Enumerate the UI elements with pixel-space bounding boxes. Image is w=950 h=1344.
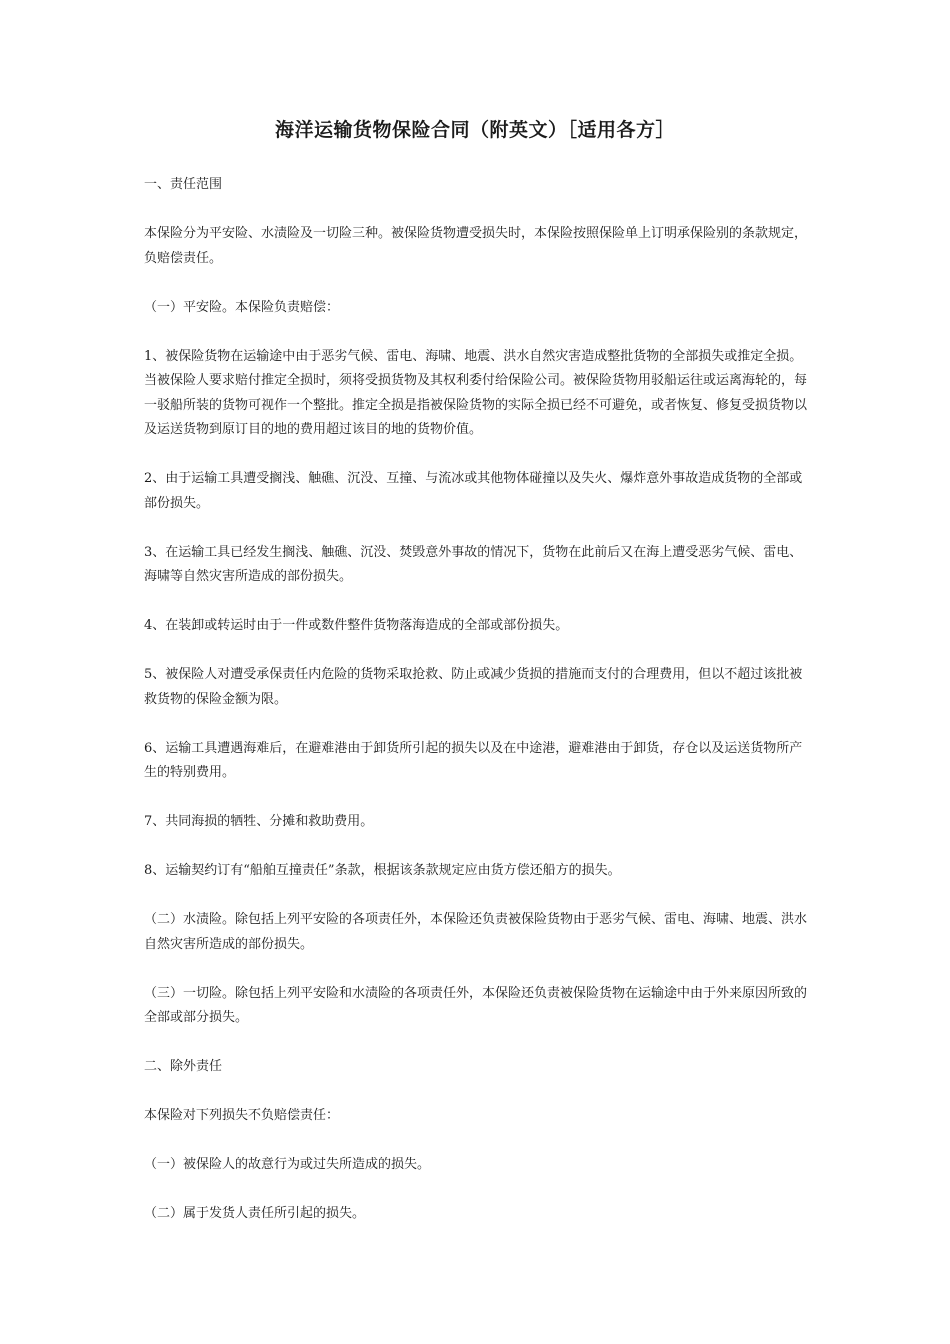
clause-item: 4、在装卸或转运时由于一件或数件整件货物落海造成的全部或部份损失。 [144,618,569,633]
section-heading-exclusions: 二、除外责任 [144,1059,223,1074]
document-title: 海洋运输货物保险合同（附英文）［适用各方］ [274,119,675,141]
subsection-all-risks: （三）一切险。除包括上列平安险和水渍险的各项责任外，本保险还负责被保险货物在运输途中由于外来原因所致的全部或部分损失。 [144,985,808,1025]
subsection-with-average: （二）水渍险。除包括上列平安险的各项责任外，本保险还负责被保险货物由于恶劣气候、雷电、海啸、地震、洪水自然灾害所造成的部份损失。 [144,912,808,952]
clause-item: 8、运输契约订有“船舶互撞责任”条款，根据该条款规定应由货方偿还船方的损失。 [144,863,621,878]
clause-item: 5、被保险人对遭受承保责任内危险的货物采取抢救、防止或减少货损的措施而支付的合理费用，但以不超过该批被救货物的保险金额为限。 [144,667,803,707]
section-heading-liability-scope: 一、责任范围 [144,177,223,192]
clause-item: 2、由于运输工具遭受搁浅、触礁、沉没、互撞、与流冰或其他物体碰撞以及失火、爆炸意外事故造成货物的全部或部份损失。 [144,471,803,511]
clause-item: 3、在运输工具已经发生搁浅、触礁、沉没、焚毁意外事故的情况下，货物在此前后又在海上遭受恶劣气候、雷电、海啸等自然灾害所造成的部份损失。 [144,544,803,584]
clause-item: 1、被保险货物在运输途中由于恶劣气候、雷电、海啸、地震、洪水自然灾害造成整批货物的全部损失或推定全损。当被保险人要求赔付推定全损时，须将受损货物及其权利委付给保险公司。被保险货物用驳船运往或运离海轮的，每一驳船所装的货物可视作一个整批。推定全损是指被保险货物的实际全损已经不可避免，或者恢复、修复受损货物以及运送货物到原订目的地的费用超过该目的地的货物价值。 [144,348,808,437]
subsection-heading-fpa: （一）平安险。本保险负责赔偿： [144,299,340,315]
paragraph: 本保险分为平安险、水渍险及一切险三种。被保险货物遭受损失时，本保险按照保险单上订明承保险别的条款规定，负赔偿责任。 [144,226,808,266]
exclusion-item: （一）被保险人的故意行为或过失所造成的损失。 [144,1157,431,1172]
clause-item: 7、共同海损的牺牲、分摊和救助费用。 [144,814,374,829]
exclusion-item: （二）属于发货人责任所引起的损失。 [144,1206,366,1221]
paragraph: 本保险对下列损失不负赔偿责任： [144,1108,340,1123]
document-body [144,173,812,1251]
clause-item: 6、运输工具遭遇海难后，在避难港由于卸货所引起的损失以及在中途港，避难港由于卸货，存仓以及运送货物所产生的特别费用。 [144,740,803,780]
